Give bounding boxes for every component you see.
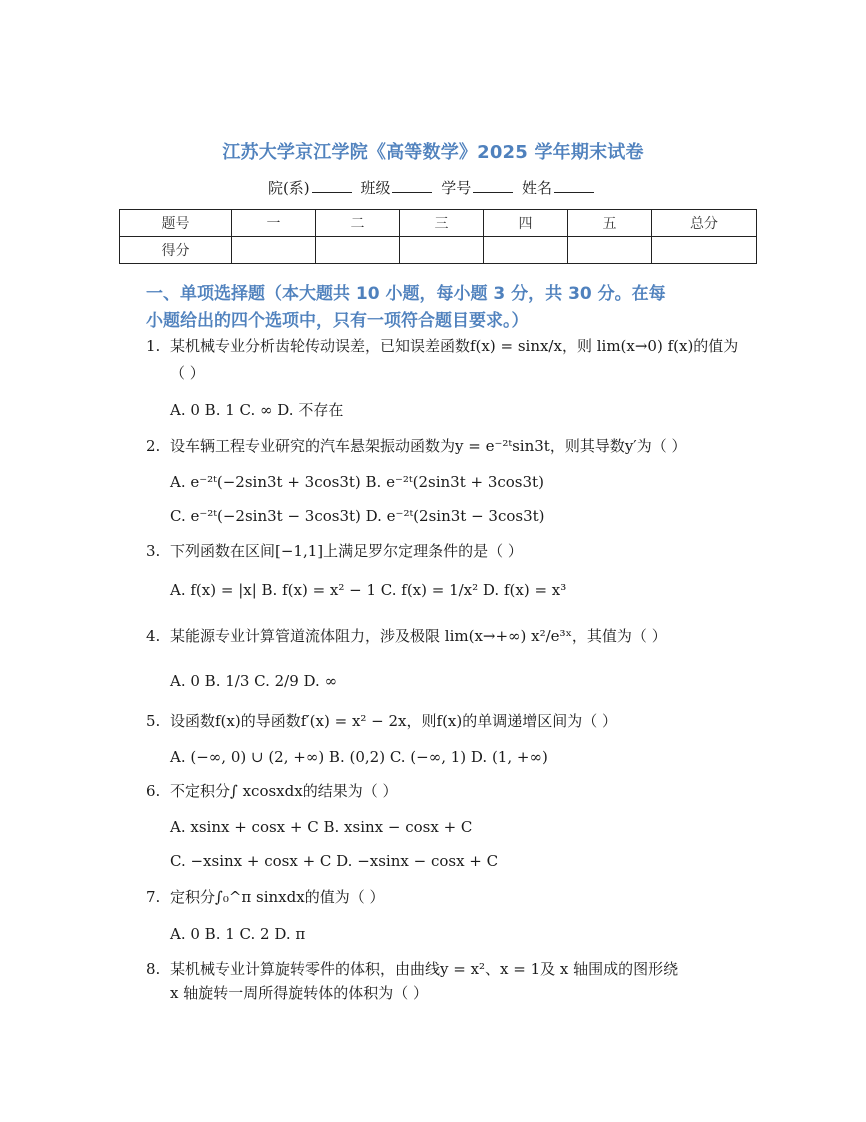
question-text: 某机械专业分析齿轮传动误差，已知误差函数f(x) = sinx/x，则 lim(x→0) f(x)的值为 [170,337,739,355]
question-text: 不定积分∫ xcosxdx的结果为（ ） [170,782,398,800]
question-6-options-line1: A. xsinx + cosx + C B. xsinx − cosx + C [170,818,473,836]
question-8 [146,957,756,1005]
question-text: 下列函数在区间[−1,1]上满足罗尔定理条件的是（ ） [170,542,523,560]
score-cell [232,237,316,264]
question-3-options: A. f(x) = |x| B. f(x) = x² − 1 C. f(x) = 1/x² D. f(x) = x³ [170,581,567,599]
field-label-class: 班级 [360,179,391,197]
header-cell: 三 [400,210,484,237]
header-cell: 四 [484,210,568,237]
question-4 [146,623,756,650]
header-cell: 二 [316,210,400,237]
field-label-student-id: 学号 [441,179,472,197]
score-table-score-row [120,237,757,264]
question-5-options: A. (−∞, 0) ∪ (2, +∞) B. (0,2) C. (−∞, 1) D. (1, +∞) [170,748,548,766]
question-5 [146,708,756,735]
question-text: 某能源专业计算管道流体阻力，涉及极限 lim(x→+∞) x²/e³ˣ，其值为（ ） [170,627,667,645]
header-cell: 题号 [120,210,232,237]
score-cell [484,237,568,264]
header-cell: 一 [232,210,316,237]
question-1-options: A. 0 B. 1 C. ∞ D. 不存在 [170,401,344,419]
question-number: 7. [146,888,161,906]
question-6-options-line2: C. −xsinx + cosx + C D. −xsinx − cosx + C [170,852,499,870]
question-continuation: x 轴旋转一周所得旋转体的体积为（ ） [170,984,428,1002]
section-heading [146,281,746,335]
question-2-options-line1: A. e⁻²ᵗ(−2sin3t + 3cos3t) B. e⁻²ᵗ(2sin3t + 3cos3t) [170,473,544,491]
question-number: 4. [146,627,161,645]
row-label: 得分 [120,237,232,264]
question-2-options-line2: C. e⁻²ᵗ(−2sin3t − 3cos3t) D. e⁻²ᵗ(2sin3t − 3cos3t) [170,507,545,525]
question-number: 3. [146,542,161,560]
question-text: 设函数f(x)的导函数f′(x) = x² − 2x，则f(x)的单调递增区间为（ ） [170,712,618,730]
question-7 [146,884,756,911]
header-cell: 五 [568,210,652,237]
question-number: 8. [146,960,161,978]
question-text: 某机械专业计算旋转零件的体积，由曲线y = x²、x = 1及 x 轴围成的图形绕 [170,960,679,978]
question-1 [146,333,756,387]
student-id-blank [473,180,513,193]
class-blank [392,180,432,193]
question-text: 定积分∫₀^π sinxdx的值为（ ） [170,888,385,906]
score-cell [400,237,484,264]
question-6 [146,778,756,805]
question-text: 设车辆工程专业研究的汽车悬架振动函数为y = e⁻²ᵗsin3t，则其导数y′为（ ） [170,437,687,455]
header-cell: 总分 [652,210,757,237]
question-3 [146,538,756,565]
question-2 [146,433,756,460]
score-cell [316,237,400,264]
question-continuation: （ ） [170,364,205,382]
field-label-department: 院(系) [267,179,310,197]
section-heading-line1: 一、单项选择题（本大题共 10 小题，每小题 3 分，共 30 分。在每 [146,284,666,304]
name-blank [554,180,594,193]
question-7-options: A. 0 B. 1 C. 2 D. π [170,925,306,943]
question-4-options: A. 0 B. 1/3 C. 2/9 D. ∞ [170,672,338,690]
question-number: 5. [146,712,161,730]
question-number: 1. [146,337,161,355]
field-label-name: 姓名 [522,179,553,197]
section-heading-line2: 小题给出的四个选项中，只有一项符合题目要求。） [146,311,529,331]
question-number: 2. [146,437,161,455]
question-number: 6. [146,782,161,800]
department-blank [312,180,352,193]
score-cell [568,237,652,264]
exam-title: 江苏大学京江学院《高等数学》2025 学年期末试卷 [222,142,644,163]
student-info-line [0,177,866,198]
score-cell [652,237,757,264]
score-table-header-row [120,210,757,237]
score-table [119,209,757,264]
